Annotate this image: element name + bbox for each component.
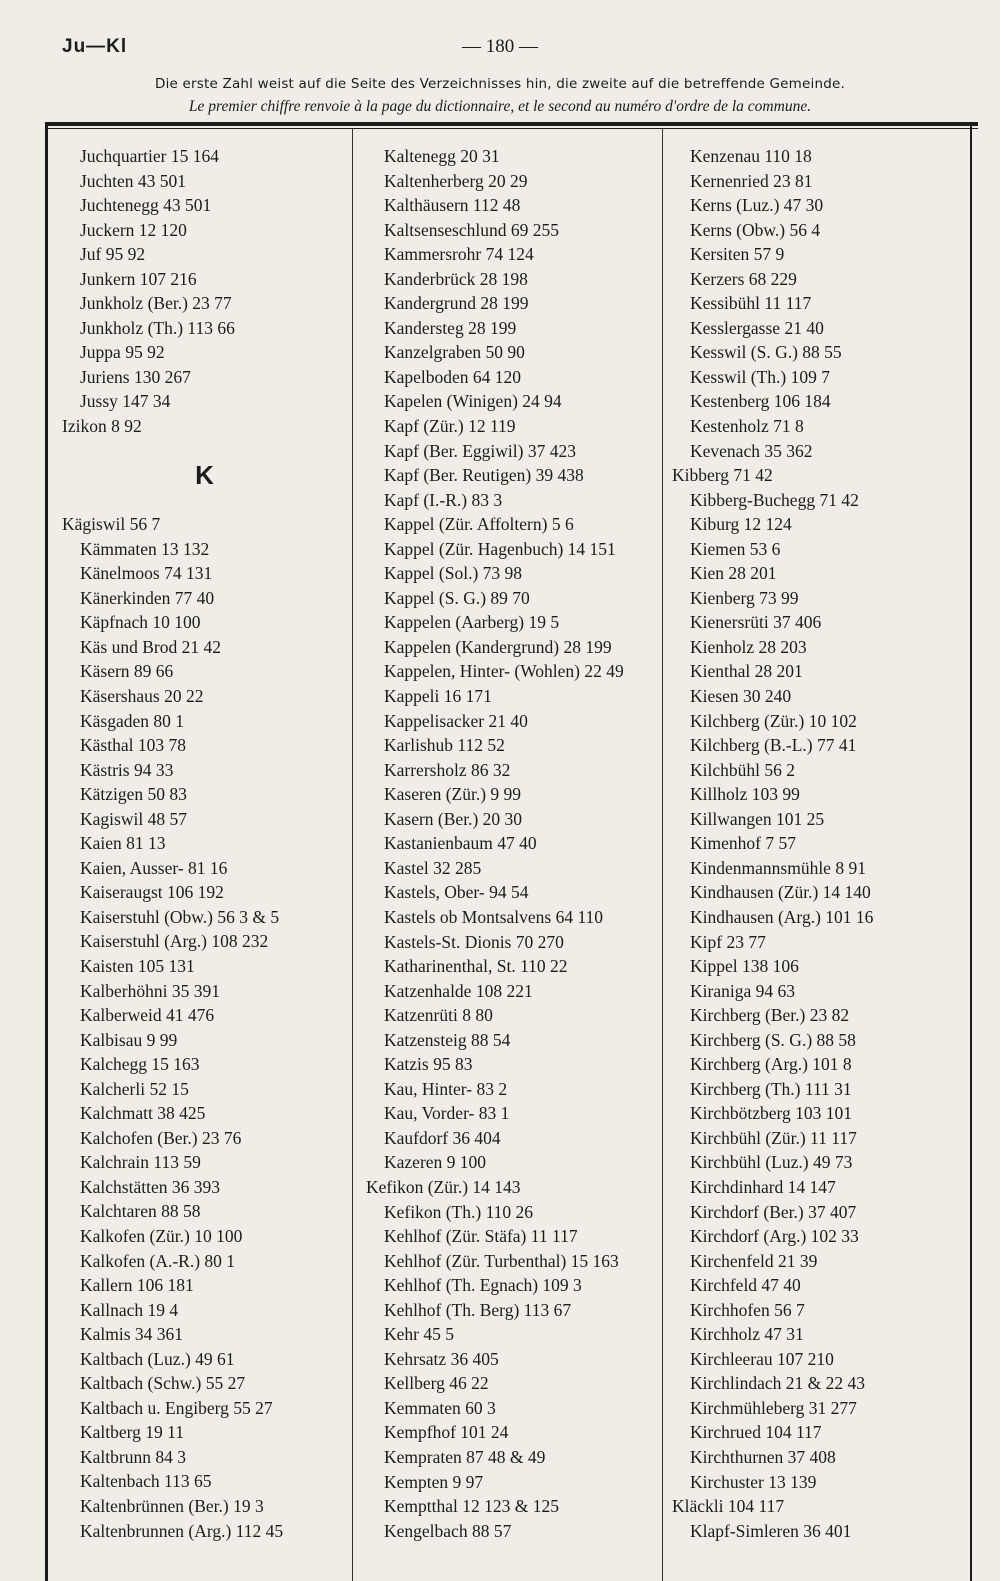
index-entry: Kästhal 103 78: [80, 735, 186, 756]
index-entry: Izikon 8 92: [62, 416, 142, 437]
index-entry: Käpfnach 10 100: [80, 612, 201, 633]
index-entry: Kaisten 105 131: [80, 956, 195, 976]
index-entry: Kappel (Sol.) 73 98: [384, 563, 523, 584]
index-entry: Kindenmannsmühle 8 91: [690, 857, 866, 878]
index-entry: Kägiswil 56 7: [62, 514, 161, 535]
index-column-2: [366, 144, 656, 1543]
index-entry: Kirchbötzberg 103 101: [690, 1103, 853, 1124]
index-entry: Katzensteig 88 54: [384, 1029, 511, 1050]
index-entry: Kienersrüti 37 406: [690, 612, 822, 633]
index-entry: Jussy 147 34: [80, 391, 171, 412]
index-entry: Kirchdinhard 14 147: [690, 1176, 836, 1197]
index-entry: Kastel 32 285: [384, 857, 482, 878]
index-entry: Kirchmühleberg 31 277: [690, 1397, 857, 1418]
index-entry: Kaltenbrünnen (Ber.) 19 3: [80, 1496, 264, 1517]
index-entry: Kastels, Ober- 94 54: [384, 882, 529, 903]
index-entry: Kaltenbach 113 65: [80, 1471, 212, 1492]
index-entry: Kappeli 16 171: [384, 686, 492, 707]
index-entry: Junkholz (Th.) 113 66: [80, 317, 235, 338]
index-entry: Kanzelgraben 50 90: [384, 342, 525, 363]
index-entry: Kirchrued 104 117: [690, 1422, 822, 1443]
index-entry: Katzis 95 83: [384, 1054, 473, 1075]
index-entry: Juckern 12 120: [80, 219, 187, 240]
index-entry: Kempraten 87 48 & 49: [384, 1446, 546, 1467]
index-entry: Kenzenau 110 18: [690, 146, 812, 166]
index-entry: Kastels ob Montsalvens 64 110: [384, 906, 604, 927]
index-entry: Kirchthurnen 37 408: [690, 1446, 836, 1467]
index-entry: Kirchberg (Th.) 111 31: [690, 1078, 852, 1099]
index-entry: Kalchegg 15 163: [80, 1054, 200, 1075]
index-entry: Kaltbach (Schw.) 55 27: [80, 1373, 246, 1394]
frame-rule-right: [970, 122, 972, 1581]
running-head: Ju—Kl: [62, 36, 128, 57]
index-entry: Kapf (Ber. Eggiwil) 37 423: [384, 440, 576, 461]
index-entry: Kaien, Ausser- 81 16: [80, 857, 228, 878]
index-entry: Kien 28 201: [690, 563, 777, 584]
index-entry: Kapelboden 64 120: [384, 366, 522, 387]
index-entry: Juchquartier 15 164: [80, 146, 219, 166]
index-entry: Kau, Hinter- 83 2: [384, 1078, 508, 1099]
index-entry: Killholz 103 99: [690, 784, 800, 805]
index-entry: Kirchhofen 56 7: [690, 1299, 805, 1320]
index-entry: Kappel (S. G.) 89 70: [384, 587, 530, 608]
index-entry: Kiburg 12 124: [690, 514, 792, 535]
index-entry: Kalberhöhni 35 391: [80, 980, 220, 1001]
index-entry: Kappel (Zür. Hagenbuch) 14 151: [384, 538, 616, 559]
index-entry: Kaltenbrunnen (Arg.) 112 45: [80, 1520, 284, 1541]
index-entry: Kalkofen (A.-R.) 80 1: [80, 1250, 236, 1271]
index-entry: Kandersteg 28 199: [384, 317, 517, 338]
index-entry: Kalchofen (Ber.) 23 76: [80, 1127, 242, 1148]
index-entry: Kilchbühl 56 2: [690, 759, 795, 780]
index-entry: Kaiserstuhl (Arg.) 108 232: [80, 931, 269, 952]
index-entry: Kagiswil 48 57: [80, 808, 187, 829]
index-entry: Kanderbrück 28 198: [384, 268, 528, 289]
note-german: Die erste Zahl weist auf die Seite des Verzeichnisses hin, die zweite auf die betreffende Gemeinde.: [154, 76, 845, 92]
index-entry: Kaufdorf 36 404: [384, 1127, 501, 1148]
index-entry: Kirchuster 13 139: [690, 1471, 817, 1492]
index-entry: Katzenrüti 8 80: [384, 1005, 493, 1026]
index-column-3: [672, 144, 967, 1543]
index-entry: Kirchlindach 21 & 22 43: [690, 1373, 865, 1394]
index-entry: Kaltenegg 20 31: [384, 146, 500, 166]
index-entry: Kilchberg (B.-L.) 77 41: [690, 735, 857, 756]
index-entry: Kirchholz 47 31: [690, 1324, 804, 1345]
index-entry: Killwangen 101 25: [690, 808, 825, 829]
index-entry: Kalcherli 52 15: [80, 1078, 189, 1099]
index-entry: Kaltsenseschlund 69 255: [384, 219, 559, 240]
index-entry: Kibberg-Buchegg 71 42: [690, 489, 859, 510]
index-entry: Kapelen (Winigen) 24 94: [384, 391, 562, 412]
index-entry: Kaseren (Zür.) 9 99: [384, 784, 522, 805]
index-entry: Kalchrain 113 59: [80, 1152, 201, 1173]
index-entry: Kapf (I.-R.) 83 3: [384, 489, 503, 510]
index-entry: Kappelen, Hinter- (Wohlen) 22 49: [384, 661, 624, 682]
index-entry: Kemptthal 12 123 & 125: [384, 1496, 559, 1517]
index-entry: Kellberg 46 22: [384, 1373, 489, 1394]
index-entry: Kirchdorf (Ber.) 37 407: [690, 1201, 857, 1222]
index-entry: Kippel 138 106: [690, 956, 799, 977]
index-entry: Kirchberg (Ber.) 23 82: [690, 1005, 850, 1026]
index-entry: Juchtenegg 43 501: [80, 195, 212, 216]
index-entry: Kaien 81 13: [80, 833, 166, 854]
note-french: Le premier chiffre renvoie à la page du dictionnaire, et le second au numéro d'ordre de la commune.: [188, 98, 812, 115]
index-entry: Kastanienbaum 47 40: [384, 833, 537, 854]
index-entry: Kappelen (Aarberg) 19 5: [384, 612, 560, 633]
index-entry: Katharinenthal, St. 110 22: [384, 956, 568, 977]
index-entry: Kienthal 28 201: [690, 661, 803, 682]
index-entry: Käsershaus 20 22: [80, 685, 204, 706]
index-entry: Kalchmatt 38 425: [80, 1103, 206, 1124]
index-entry: Kibberg 71 42: [672, 465, 773, 486]
index-entry: Kersiten 57 9: [690, 244, 785, 265]
index-entry: Kindhausen (Zür.) 14 140: [690, 882, 871, 903]
frame-rule-left: [45, 122, 48, 1581]
index-entry: Kienholz 28 203: [690, 636, 807, 657]
index-entry: Känerkinden 77 40: [80, 587, 215, 608]
index-entry: Kaltbach u. Engiberg 55 27: [80, 1397, 273, 1418]
index-entry: Kilchberg (Zür.) 10 102: [690, 710, 857, 731]
index-entry: Kerns (Obw.) 56 4: [690, 219, 821, 240]
index-entry: Kirchberg (S. G.) 88 58: [690, 1029, 856, 1050]
index-entry: Kalkofen (Zür.) 10 100: [80, 1226, 243, 1247]
index-entry: Kehlhof (Th. Berg) 113 67: [384, 1299, 572, 1320]
index-entry: Kempfhof 101 24: [384, 1422, 509, 1443]
index-entry: Juchten 43 501: [80, 170, 186, 191]
index-entry: Klapf-Simleren 36 401: [690, 1520, 852, 1541]
index-entry: Kau, Vorder- 83 1: [384, 1103, 510, 1124]
index-entry: Kengelbach 88 57: [384, 1520, 512, 1541]
index-entry: Kaiseraugst 106 192: [80, 882, 224, 903]
index-entry: Karrersholz 86 32: [384, 759, 511, 780]
index-entry: Kalthäusern 112 48: [384, 195, 521, 216]
index-entry: Kandergrund 28 199: [384, 293, 529, 314]
index-entry: Junkholz (Ber.) 23 77: [80, 293, 232, 314]
index-entry: Kestenholz 71 8: [690, 416, 804, 437]
section-letter-text: K: [195, 459, 214, 490]
index-entry: Kallern 106 181: [80, 1275, 194, 1296]
index-entry: Kesslergasse 21 40: [690, 317, 824, 338]
column-divider: [662, 129, 663, 1581]
index-entry: Kalbisau 9 99: [80, 1029, 178, 1050]
page-number: — 180 —: [462, 36, 538, 57]
index-entry: Känelmoos 74 131: [80, 563, 213, 584]
index-entry: Kemmaten 60 3: [384, 1397, 496, 1418]
index-entry: Kaiserstuhl (Obw.) 56 3 & 5: [80, 906, 280, 927]
index-entry: Kehlhof (Zür. Turbenthal) 15 163: [384, 1250, 619, 1271]
index-entry: Kallnach 19 4: [80, 1299, 179, 1320]
index-entry: Junkern 107 216: [80, 268, 197, 289]
index-entry: Kestenberg 106 184: [690, 391, 831, 412]
index-entry: Kapf (Ber. Reutigen) 39 438: [384, 465, 584, 486]
index-entry: Kaltberg 19 11: [80, 1422, 185, 1443]
index-entry: Kappel (Zür. Affoltern) 5 6: [384, 514, 574, 535]
index-entry: Kerzers 68 229: [690, 268, 797, 289]
index-entry: Karlishub 112 52: [384, 735, 505, 756]
index-entry: Kaltenherberg 20 29: [384, 170, 528, 191]
index-entry: Kesswil (Th.) 109 7: [690, 366, 830, 387]
index-entry: Kalmis 34 361: [80, 1324, 184, 1345]
index-entry: Kiemen 53 6: [690, 538, 781, 559]
index-entry: Kapf (Zür.) 12 119: [384, 416, 516, 437]
frame-rule-top-thin: [45, 128, 978, 129]
index-entry: Kevenach 35 362: [690, 440, 813, 461]
index-entry: Kehlhof (Zür. Stäfa) 11 117: [384, 1226, 578, 1247]
index-entry: Kehrsatz 36 405: [384, 1348, 499, 1369]
frame-rule-top: [45, 122, 978, 126]
index-entry: Juriens 130 267: [80, 366, 191, 387]
index-entry: Kiesen 30 240: [690, 686, 792, 707]
index-entry: Kirchdorf (Arg.) 102 33: [690, 1226, 859, 1247]
index-entry: Kappelisacker 21 40: [384, 710, 528, 731]
index-column-1: [62, 144, 347, 1543]
index-entry: Kindhausen (Arg.) 101 16: [690, 906, 874, 927]
index-entry: Kasern (Ber.) 20 30: [384, 808, 523, 829]
index-entry: Kirchbühl (Luz.) 49 73: [690, 1152, 853, 1173]
index-entry: Kefikon (Th.) 110 26: [384, 1201, 534, 1222]
index-entry: Kerns (Luz.) 47 30: [690, 195, 824, 216]
index-entry: Kalchstätten 36 393: [80, 1176, 220, 1197]
index-entry: Kempten 9 97: [384, 1471, 484, 1492]
index-entry: Kirchenfeld 21 39: [690, 1250, 818, 1271]
section-letter: [62, 439, 347, 513]
index-entry: Kefikon (Zür.) 14 143: [366, 1176, 521, 1197]
index-entry: Kiraniga 94 63: [690, 980, 795, 1001]
index-entry: Kessibühl 11 117: [690, 293, 812, 314]
index-entry: Kienberg 73 99: [690, 587, 799, 608]
index-entry: Kämmaten 13 132: [80, 538, 210, 559]
index-entry: Käs und Brod 21 42: [80, 636, 221, 657]
index-entry: Kesswil (S. G.) 88 55: [690, 342, 842, 363]
index-entry: Kästris 94 33: [80, 759, 174, 780]
index-entry: Juf 95 92: [80, 244, 146, 265]
index-entry: Juppa 95 92: [80, 342, 165, 363]
index-entry: Kastels-St. Dionis 70 270: [384, 931, 564, 952]
index-entry: Kimenhof 7 57: [690, 833, 796, 854]
index-entry: Kalchtaren 88 58: [80, 1201, 201, 1222]
index-entry: Kirchleerau 107 210: [690, 1348, 834, 1369]
index-entry: Kalberweid 41 476: [80, 1005, 215, 1026]
page-header: [0, 36, 1000, 66]
column-divider: [352, 129, 353, 1581]
index-entry: Kehlhof (Th. Egnach) 109 3: [384, 1275, 582, 1296]
index-entry: Kehr 45 5: [384, 1324, 454, 1345]
index-entry: Kappelen (Kandergrund) 28 199: [384, 636, 612, 657]
index-entry: Käsern 89 66: [80, 661, 174, 682]
index-entry: Käsgaden 80 1: [80, 710, 185, 731]
index-entry: Kläckli 104 117: [672, 1496, 785, 1517]
index-entry: Kaltbach (Luz.) 49 61: [80, 1348, 235, 1369]
index-entry: Kernenried 23 81: [690, 170, 813, 191]
index-entry: Kirchfeld 47 40: [690, 1275, 801, 1296]
index-entry: Kätzigen 50 83: [80, 784, 187, 805]
index-entry: Kammersrohr 74 124: [384, 244, 534, 265]
index-entry: Kaltbrunn 84 3: [80, 1446, 186, 1467]
index-entry: Kirchberg (Arg.) 101 8: [690, 1054, 852, 1075]
index-entry: Kirchbühl (Zür.) 11 117: [690, 1127, 857, 1148]
index-entry: Kazeren 9 100: [384, 1152, 487, 1173]
index-entry: Katzenhalde 108 221: [384, 980, 533, 1001]
index-entry: Kipf 23 77: [690, 931, 766, 952]
